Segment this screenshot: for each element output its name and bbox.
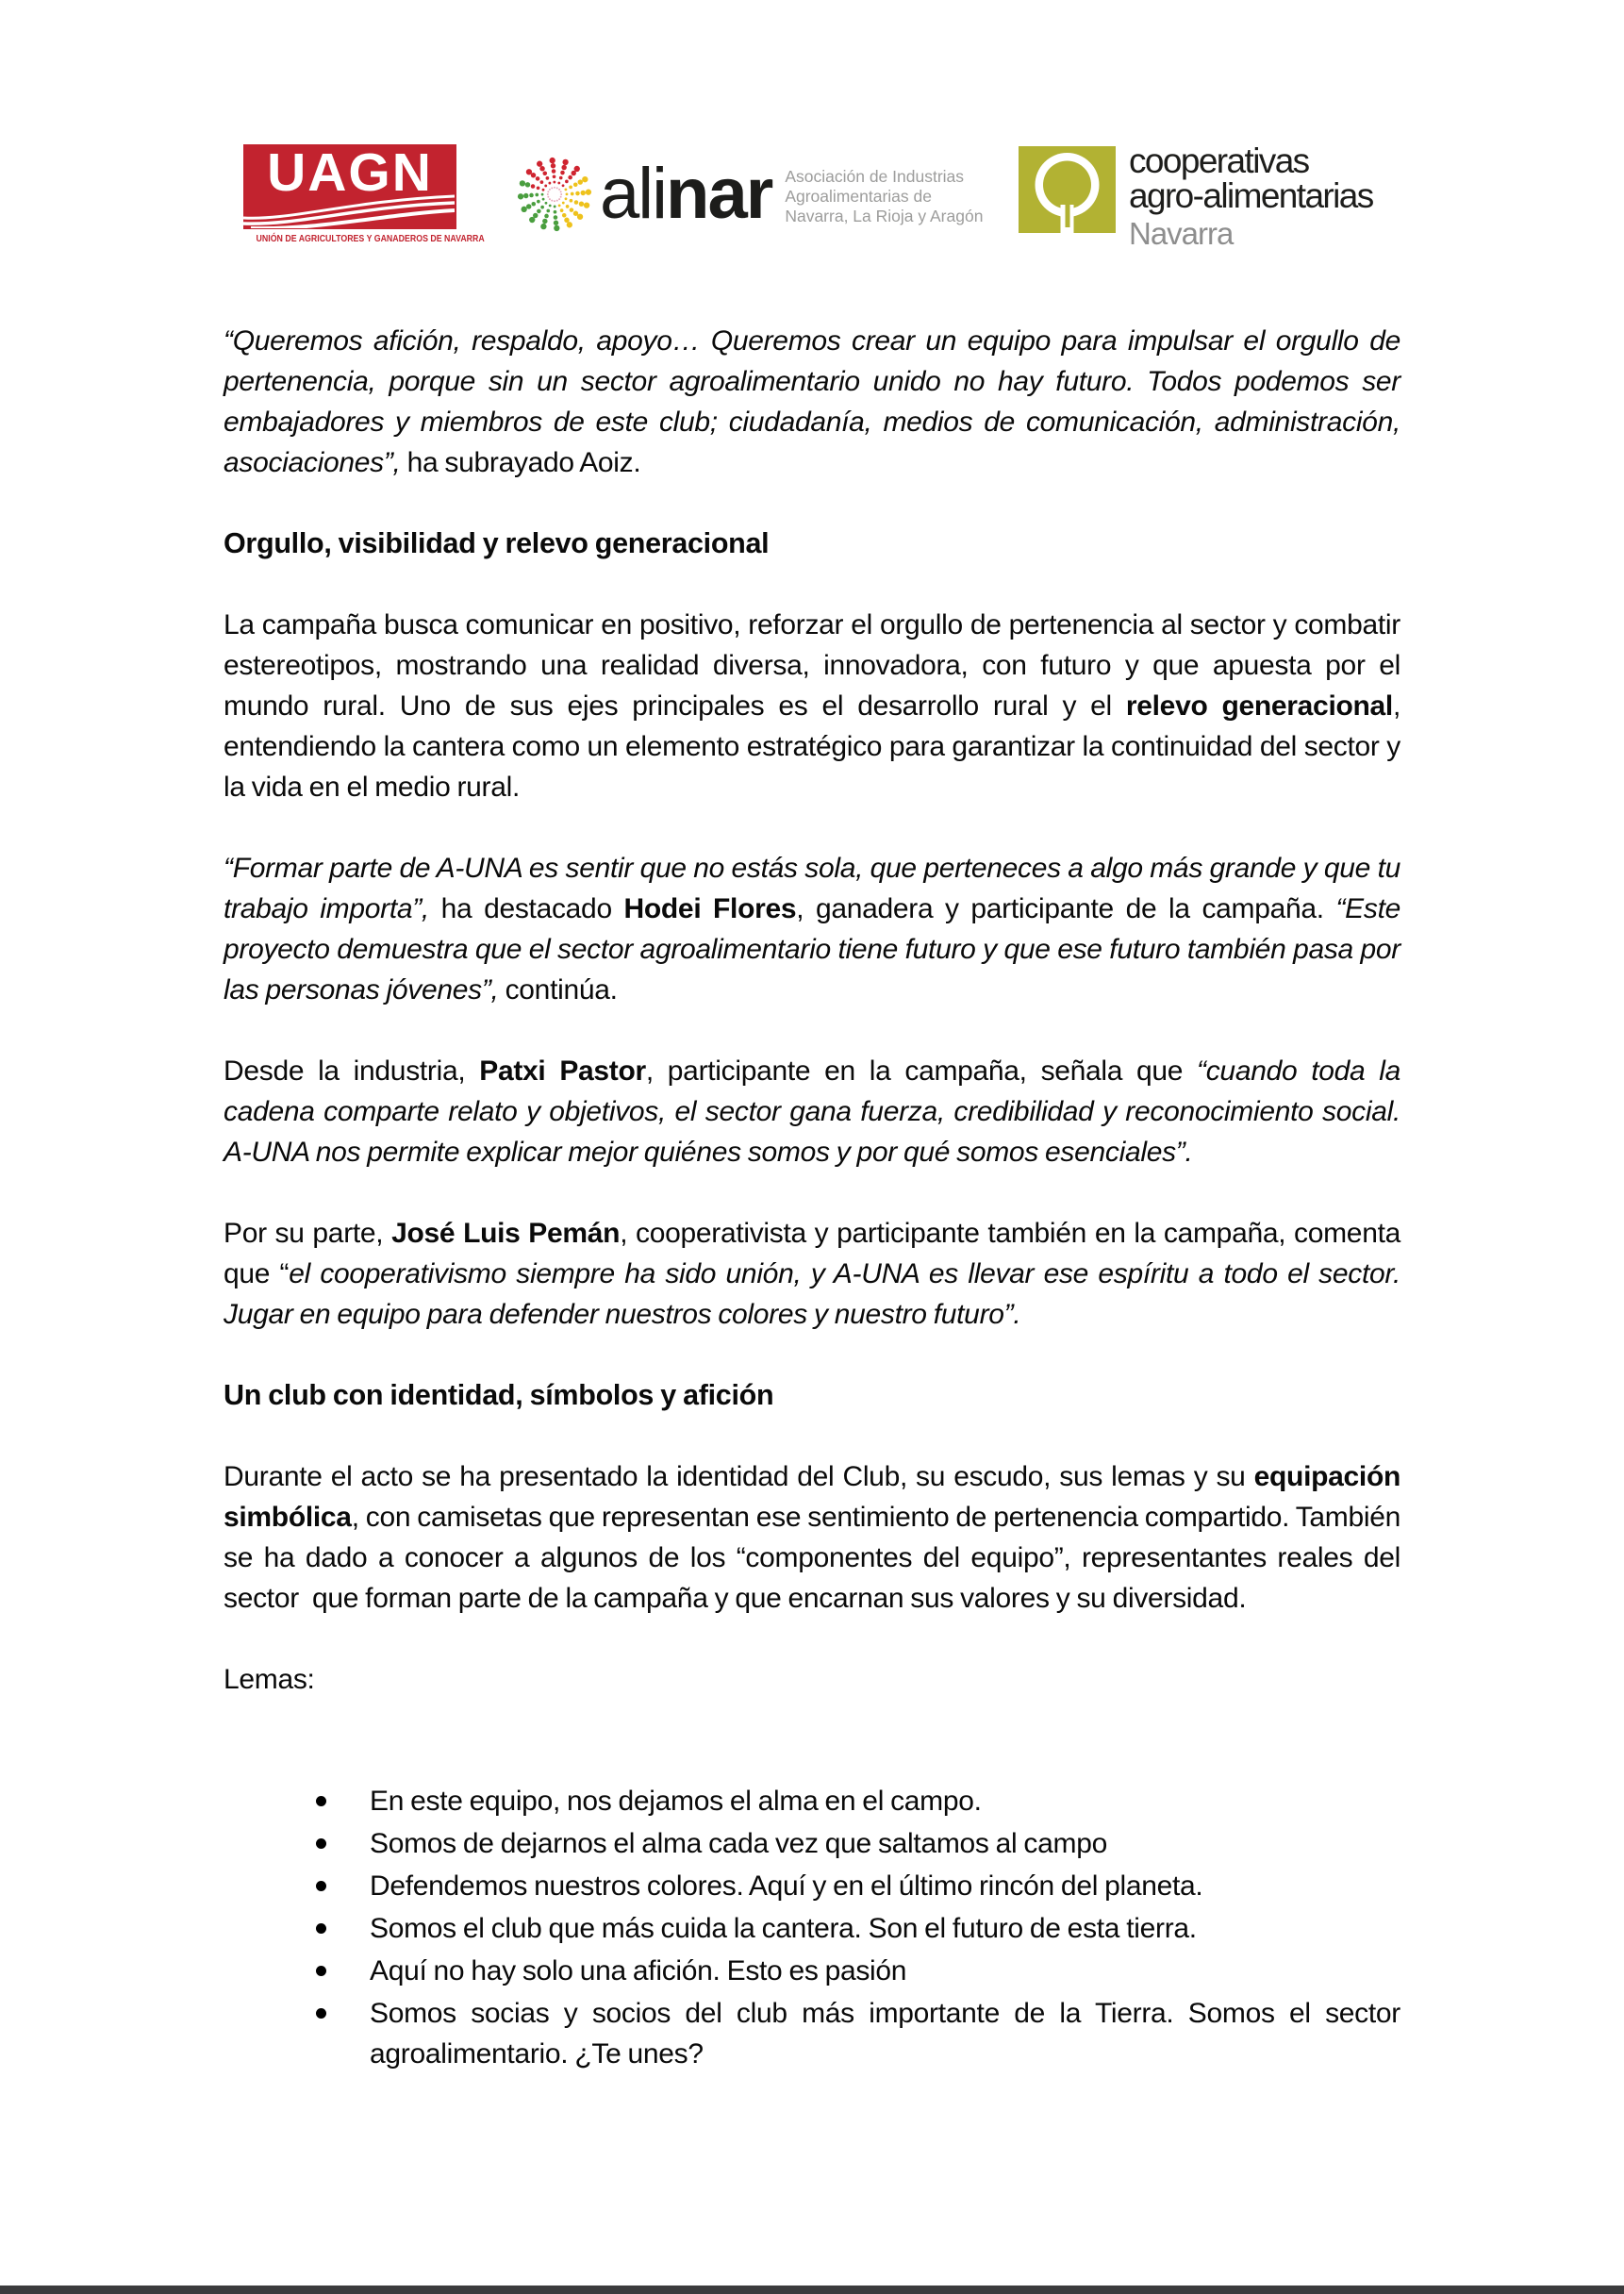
hodei-text-1: ha destacado xyxy=(428,893,624,924)
uagn-logo-box xyxy=(243,144,456,229)
lema-item: En este equipo, nos dejamos el alma en el campo. xyxy=(224,1781,1400,1821)
section-heading-club: Un club con identidad, símbolos y afición xyxy=(224,1379,774,1411)
campaign-text-2: , entendiendo la cantera como un elemento estratégico para garantizar la continuidad del sector y la vida en el medio rural. xyxy=(224,690,1400,803)
opening-quote-text: “Queremos afición, respaldo, apoyo… Queremos crear un equipo para impulsar el orgullo de pertenencia, porque sin un sector agroalimentario unido no hay futuro. Todos podemos ser embajadores y miembros de este club; ciudadanía, medios de comunicación, administración, asociaciones”, xyxy=(224,325,1400,478)
uagn-logo xyxy=(243,142,485,244)
patxi-quote: “cuando toda la cadena comparte relato y objetivos, el sector gana fuerza, credibilidad y reconocimiento social. A-UNA nos permite explicar mejor quiénes somos y por qué somos esenciales”. xyxy=(224,1056,1401,1168)
alinar-logo xyxy=(517,151,983,238)
alinar-tagline-line2: Agroalimentarias de xyxy=(785,186,932,206)
alinar-wordmark-light: ali xyxy=(600,154,667,234)
cooperativas-logo xyxy=(1019,141,1373,252)
identity-text-1: Durante el acto se ha presentado la identidad del Club, su escudo, sus lemas y su xyxy=(224,1461,1254,1492)
paragraph-patxi xyxy=(224,1051,1400,1172)
lemas-list xyxy=(224,1781,1400,2074)
patxi-text-2: , participante en la campaña, señala que xyxy=(645,1056,1198,1087)
hodei-text-3: continúa. xyxy=(498,974,618,1006)
lema-item: Somos el club que más cuida la cantera. Son el futuro de esta tierra. xyxy=(224,1908,1400,1949)
peman-text-1: Por su parte, xyxy=(224,1218,392,1249)
uagn-wordmark: UAGN xyxy=(267,142,433,203)
lema-item: Aquí no hay solo una afición. Esto es pasión xyxy=(224,1951,1400,1991)
alinar-tagline-line3: Navarra, La Rioja y Aragón xyxy=(785,206,984,225)
alinar-wordmark xyxy=(600,154,772,234)
paragraph-hodei xyxy=(224,848,1400,1010)
hodei-quote-2: “Este proyecto demuestra que el sector agroalimentario tiene futuro y que ese futuro también pasa por las personas jóvenes”, xyxy=(224,893,1400,1006)
paragraph-opening-quote xyxy=(224,321,1400,483)
hodei-quote-1: “Formar parte de A-UNA es sentir que no estás sola, que perteneces a algo más grande y que tu trabajo importa”, xyxy=(224,853,1400,924)
patxi-text-1: Desde la industria, xyxy=(224,1056,480,1087)
cooperativas-wordmark-line2: agro-alimentarias xyxy=(1129,176,1373,215)
lema-item: Defendemos nuestros colores. Aquí y en el último rincón del planeta. xyxy=(224,1866,1400,1906)
article-body xyxy=(224,321,1400,2076)
campaign-text-1: La campaña busca comunicar en positivo, reforzar el orgullo de pertenencia al sector y combatir estereotipos, mostrando una realidad diversa, innovadora, con futuro y que apuesta por el mundo rural. Uno de sus ejes principales es el desarrollo rural y el xyxy=(224,609,1400,722)
alinar-spiral-icon xyxy=(517,157,592,232)
lemas-label: Lemas: xyxy=(224,1664,315,1695)
lema-item: Somos de dejarnos el alma cada vez que saltamos al campo xyxy=(224,1823,1400,1864)
hodei-text-2: , ganadera y participante de la campaña. xyxy=(796,893,1336,924)
bottom-window-edge xyxy=(0,2286,1624,2294)
cooperativas-text xyxy=(1129,141,1373,252)
cooperativas-wordmark-line1: cooperativas xyxy=(1129,141,1309,180)
alinar-wordmark-bold: nar xyxy=(666,154,772,234)
cooperativas-olive-tree-icon xyxy=(1019,146,1116,233)
lema-item: Somos socias y socios del club más importante de la Tierra. Somos el sector agroalimentario. ¿Te unes? xyxy=(224,1993,1400,2074)
logo-row xyxy=(0,0,1624,283)
alinar-tagline-line1: Asociación de Industrias xyxy=(785,166,965,186)
uagn-tagline: UNIÓN DE AGRICULTORES Y GANADEROS DE NAVARRA xyxy=(256,234,485,244)
uagn-waves-icon xyxy=(243,194,455,228)
cooperativas-wordmark xyxy=(1129,143,1373,213)
hodei-name: Hodei Flores xyxy=(623,893,797,924)
paragraph-campaign xyxy=(224,605,1400,807)
identity-bold-equipacion: equipación simbólica xyxy=(224,1461,1400,1533)
section-heading-orgullo: Orgullo, visibilidad y relevo generacional xyxy=(224,527,770,559)
paragraph-peman xyxy=(224,1213,1400,1335)
campaign-bold-relevo: relevo generacional xyxy=(1125,690,1393,722)
alinar-tagline xyxy=(785,167,983,226)
identity-text-2: , con camisetas que representan ese sentimiento de pertenencia compartido. También se ha dado a conocer a algunos de los “componentes del equipo”, representantes reales del sector que forman parte de la campaña y que encarnan sus valores y su diversidad. xyxy=(224,1502,1400,1614)
paragraph-identity xyxy=(224,1456,1400,1619)
patxi-name: Patxi Pastor xyxy=(479,1056,646,1087)
cooperativas-region: Navarra xyxy=(1129,216,1234,251)
opening-quote-attribution: ha subrayado Aoiz. xyxy=(400,447,641,478)
peman-quote: el cooperativismo siempre ha sido unión, y A-UNA es llevar ese espíritu a todo el sector. Jugar en equipo para defender nuestros colores y nuestro futuro”. xyxy=(224,1258,1400,1330)
peman-name: José Luis Pemán xyxy=(391,1218,621,1249)
peman-text-2: , cooperativista y participante también en la campaña, comenta que “ xyxy=(224,1218,1400,1289)
